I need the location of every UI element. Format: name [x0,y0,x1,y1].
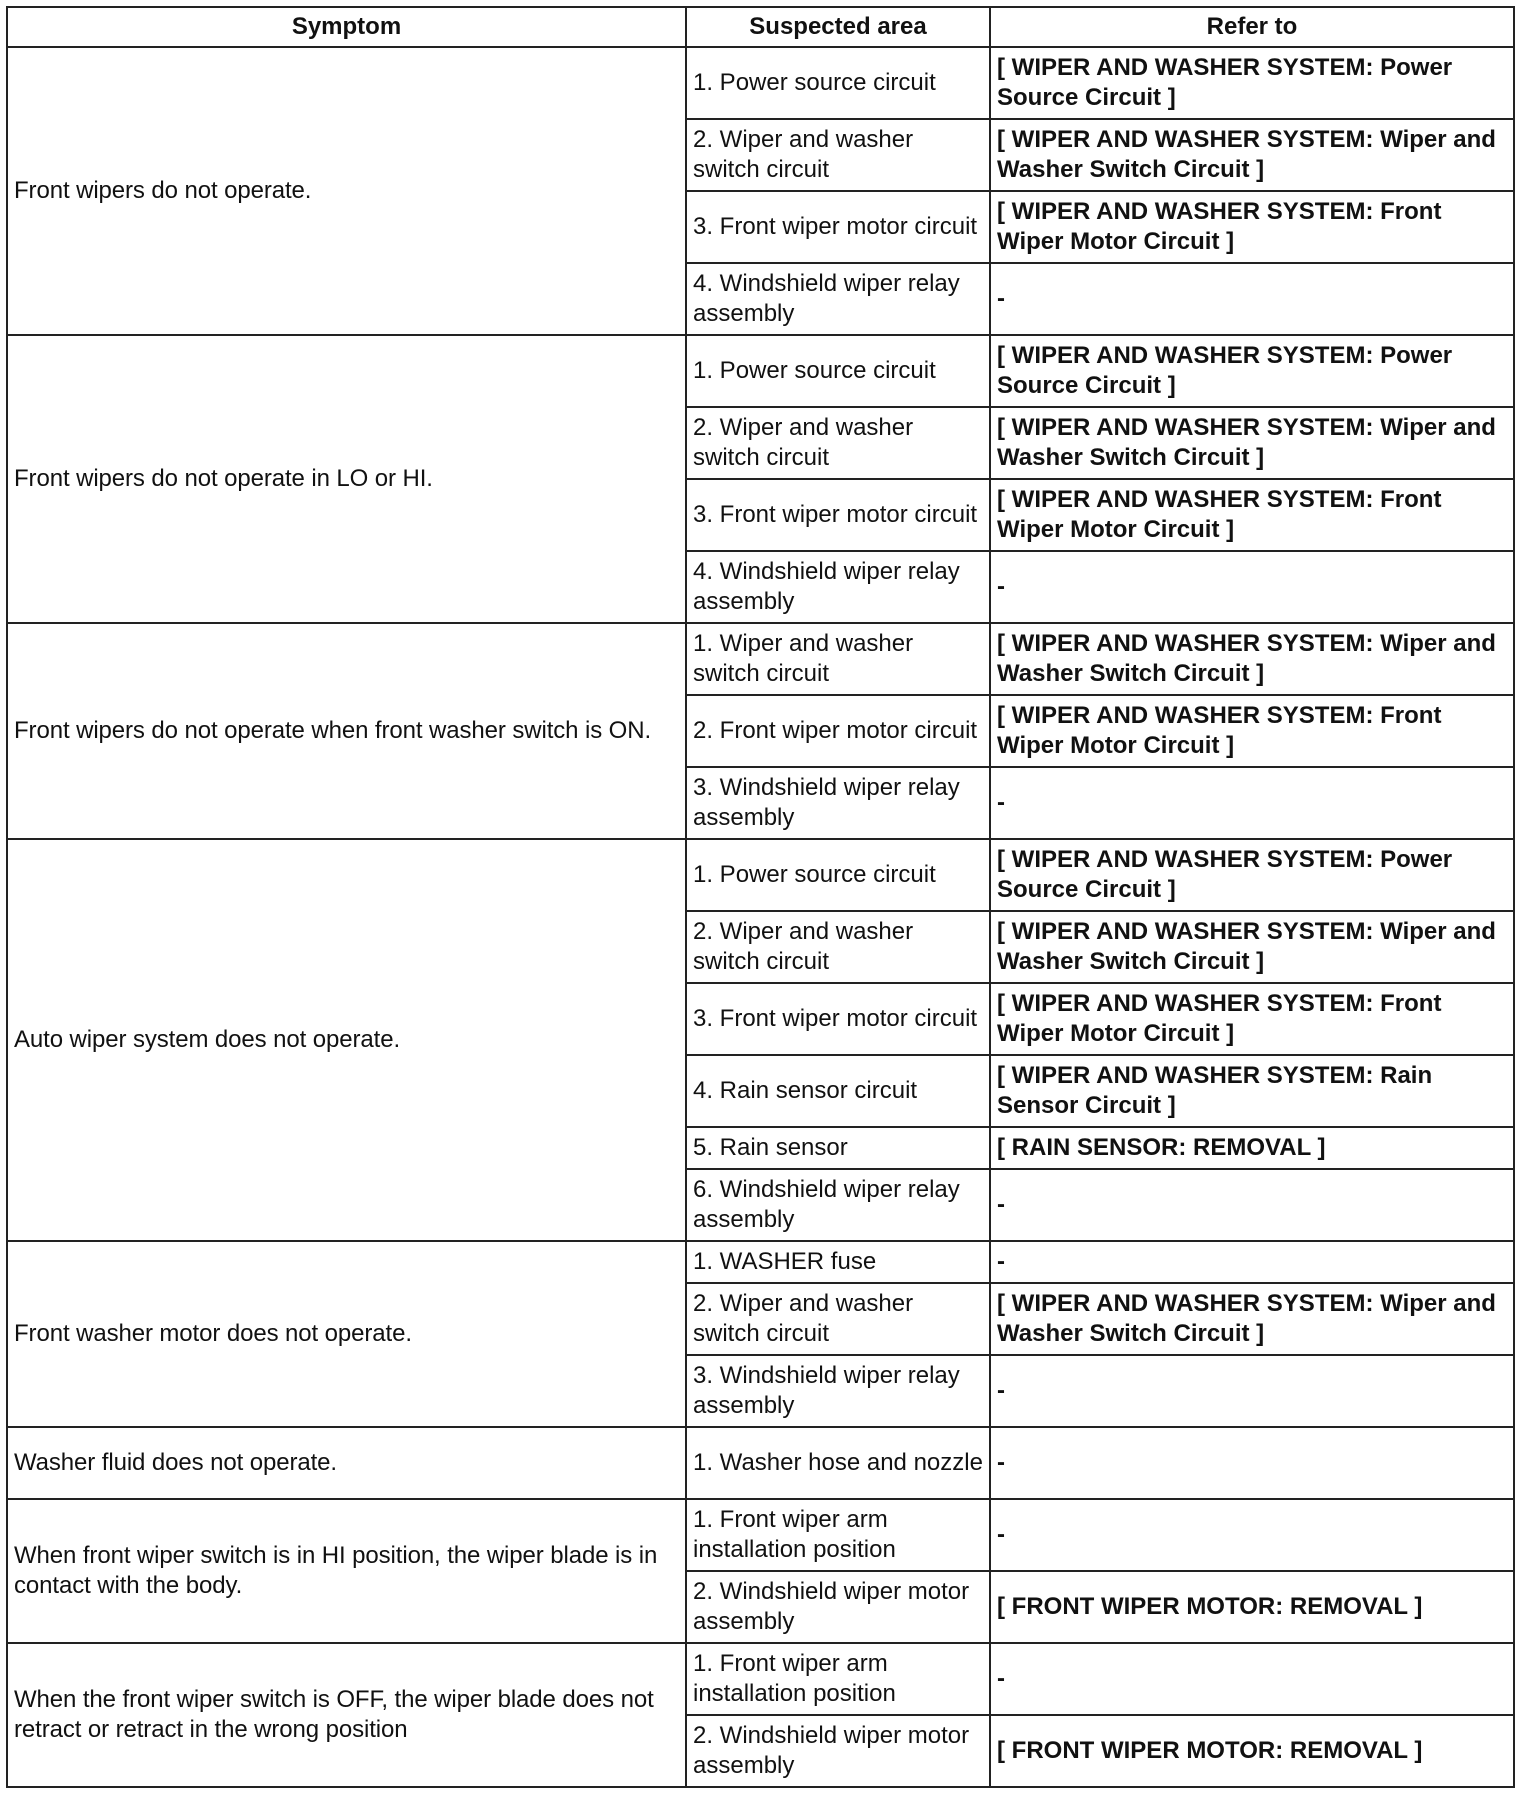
table-row [7,839,1514,911]
refer-to-cell: [ RAIN SENSOR: REMOVAL ] [990,1127,1514,1169]
refer-to-cell: [ WIPER AND WASHER SYSTEM: Front Wiper Motor Circuit ] [990,695,1514,767]
suspected-area-cell: 1. Power source circuit [686,47,990,119]
refer-to-cell: [ FRONT WIPER MOTOR: REMOVAL ] [990,1571,1514,1643]
refer-to-cell: [ WIPER AND WASHER SYSTEM: Wiper and Washer Switch Circuit ] [990,911,1514,983]
symptom-cell: When the front wiper switch is OFF, the wiper blade does not retract or retract in the wrong position [7,1643,686,1787]
refer-to-cell: [ WIPER AND WASHER SYSTEM: Wiper and Washer Switch Circuit ] [990,407,1514,479]
suspected-area-cell: 1. Washer hose and nozzle [686,1427,990,1499]
suspected-area-cell: 4. Rain sensor circuit [686,1055,990,1127]
suspected-area-cell: 2. Windshield wiper motor assembly [686,1715,990,1787]
suspected-area-cell: 1. Front wiper arm installation position [686,1643,990,1715]
table-row [7,1241,1514,1283]
table-row [7,1499,1514,1571]
table-row [7,623,1514,695]
refer-to-cell: [ WIPER AND WASHER SYSTEM: Front Wiper Motor Circuit ] [990,191,1514,263]
refer-to-cell: [ WIPER AND WASHER SYSTEM: Wiper and Washer Switch Circuit ] [990,119,1514,191]
symptom-cell: Front washer motor does not operate. [7,1241,686,1427]
refer-to-cell: - [990,551,1514,623]
symptom-cell: Washer fluid does not operate. [7,1427,686,1499]
suspected-area-cell: 6. Windshield wiper relay assembly [686,1169,990,1241]
table-body [7,47,1514,1787]
refer-to-cell: - [990,1427,1514,1499]
table-header [7,7,1514,47]
header-symptom: Symptom [7,7,686,47]
refer-to-cell: - [990,1169,1514,1241]
table-row [7,1643,1514,1715]
symptom-cell: Front wipers do not operate. [7,47,686,335]
suspected-area-cell: 3. Front wiper motor circuit [686,191,990,263]
refer-to-cell: - [990,767,1514,839]
suspected-area-cell: 4. Windshield wiper relay assembly [686,551,990,623]
refer-to-cell: [ FRONT WIPER MOTOR: REMOVAL ] [990,1715,1514,1787]
suspected-area-cell: 2. Wiper and washer switch circuit [686,119,990,191]
suspected-area-cell: 2. Wiper and washer switch circuit [686,1283,990,1355]
table-row [7,47,1514,119]
symptom-cell: Auto wiper system does not operate. [7,839,686,1241]
refer-to-cell: - [990,1643,1514,1715]
refer-to-cell: [ WIPER AND WASHER SYSTEM: Wiper and Washer Switch Circuit ] [990,623,1514,695]
troubleshooting-table [6,6,1515,1788]
refer-to-cell: - [990,1241,1514,1283]
symptom-cell: Front wipers do not operate when front washer switch is ON. [7,623,686,839]
suspected-area-cell: 1. Power source circuit [686,839,990,911]
header-suspected-area: Suspected area [686,7,990,47]
refer-to-cell: [ WIPER AND WASHER SYSTEM: Rain Sensor Circuit ] [990,1055,1514,1127]
refer-to-cell: - [990,1499,1514,1571]
suspected-area-cell: 3. Front wiper motor circuit [686,479,990,551]
refer-to-cell: - [990,263,1514,335]
symptom-cell: Front wipers do not operate in LO or HI. [7,335,686,623]
suspected-area-cell: 4. Windshield wiper relay assembly [686,263,990,335]
suspected-area-cell: 1. Front wiper arm installation position [686,1499,990,1571]
symptom-cell: When front wiper switch is in HI position, the wiper blade is in contact with the body. [7,1499,686,1643]
suspected-area-cell: 3. Windshield wiper relay assembly [686,767,990,839]
suspected-area-cell: 1. WASHER fuse [686,1241,990,1283]
refer-to-cell: [ WIPER AND WASHER SYSTEM: Front Wiper Motor Circuit ] [990,983,1514,1055]
refer-to-cell: [ WIPER AND WASHER SYSTEM: Front Wiper Motor Circuit ] [990,479,1514,551]
refer-to-cell: [ WIPER AND WASHER SYSTEM: Power Source Circuit ] [990,335,1514,407]
suspected-area-cell: 2. Front wiper motor circuit [686,695,990,767]
table-row [7,335,1514,407]
header-row [7,7,1514,47]
suspected-area-cell: 3. Front wiper motor circuit [686,983,990,1055]
suspected-area-cell: 2. Windshield wiper motor assembly [686,1571,990,1643]
suspected-area-cell: 2. Wiper and washer switch circuit [686,911,990,983]
suspected-area-cell: 2. Wiper and washer switch circuit [686,407,990,479]
header-refer-to: Refer to [990,7,1514,47]
table-row [7,1427,1514,1499]
suspected-area-cell: 1. Power source circuit [686,335,990,407]
suspected-area-cell: 5. Rain sensor [686,1127,990,1169]
suspected-area-cell: 1. Wiper and washer switch circuit [686,623,990,695]
refer-to-cell: [ WIPER AND WASHER SYSTEM: Power Source Circuit ] [990,839,1514,911]
suspected-area-cell: 3. Windshield wiper relay assembly [686,1355,990,1427]
refer-to-cell: - [990,1355,1514,1427]
refer-to-cell: [ WIPER AND WASHER SYSTEM: Power Source Circuit ] [990,47,1514,119]
refer-to-cell: [ WIPER AND WASHER SYSTEM: Wiper and Washer Switch Circuit ] [990,1283,1514,1355]
